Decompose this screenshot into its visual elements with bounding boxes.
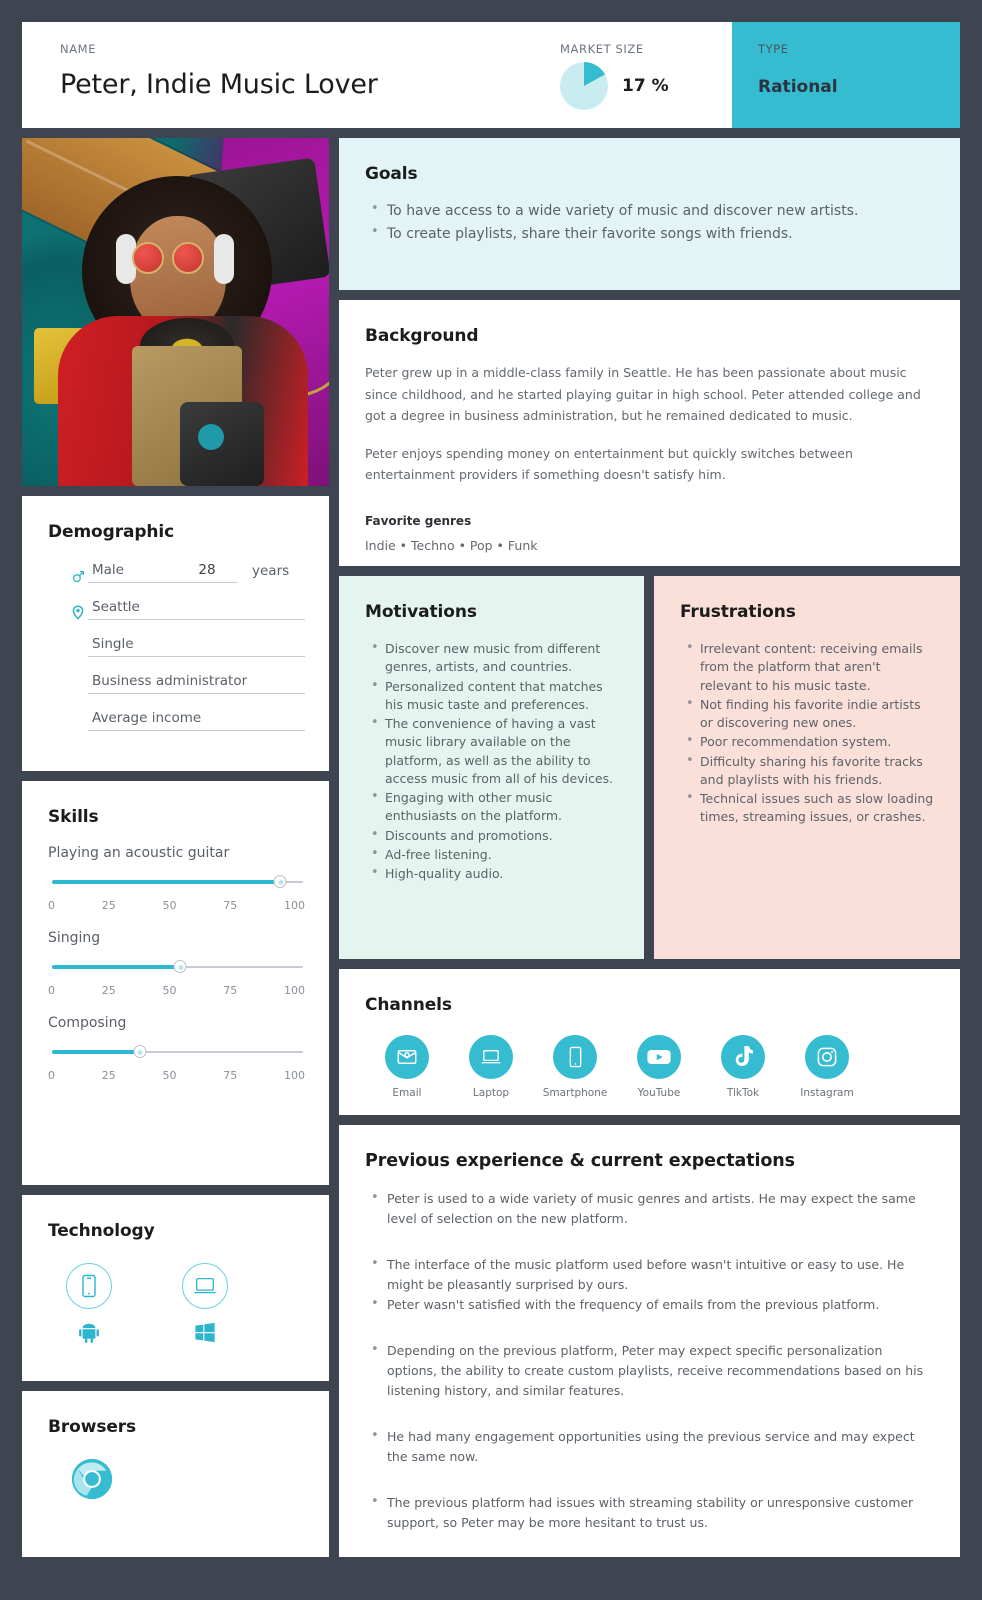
left-column <box>22 138 329 1557</box>
occupation-field[interactable]: Business administrator <box>88 673 305 694</box>
slider-tick-label: 0 <box>48 1069 55 1082</box>
age-field[interactable]: 28 <box>176 562 238 583</box>
slider-tick-label: 50 <box>162 1069 177 1082</box>
previous-experience-list <box>365 1189 936 1533</box>
slider-tick-label: 25 <box>101 984 116 997</box>
favorite-genres-list: Indie • Techno • Pop • Funk <box>365 537 538 553</box>
demographic-fields <box>48 562 305 731</box>
right-column <box>339 138 960 1557</box>
channel-item[interactable] <box>631 1035 687 1099</box>
photo-camera <box>180 402 264 486</box>
demographic-card <box>22 496 329 771</box>
market-size-value-row <box>560 62 732 110</box>
persona-photo <box>22 138 329 486</box>
slider-tick-label: 25 <box>101 899 116 912</box>
frustrations-title: Frustrations <box>680 602 796 622</box>
background-title: Background <box>365 326 479 346</box>
marital-status-field[interactable]: Single <box>88 636 305 657</box>
skill-label: Playing an acoustic guitar <box>48 845 230 861</box>
demographic-title: Demographic <box>48 522 175 542</box>
age-unit-label: years <box>252 563 290 579</box>
list-item: • Personalized content that matches his music taste and preferences. <box>365 678 620 715</box>
market-size-label: MARKET SIZE <box>560 42 644 56</box>
instagram-icon <box>805 1035 849 1079</box>
persona-body <box>22 138 960 1557</box>
tiktok-icon <box>721 1035 765 1079</box>
favorite-genres-title: Favorite genres <box>365 513 472 528</box>
background-paragraph: Peter grew up in a middle-class family in Seattle. He has been passionate about music since childhood, and he started playing guitar in high school. Peter attended college and got a degree in business administration, but he remained dedicated to music. <box>365 365 921 423</box>
skills-list <box>48 845 305 1082</box>
list-item: • Ad-free listening. <box>365 846 620 864</box>
laptop-icon <box>469 1035 513 1079</box>
skill-item <box>48 1015 305 1082</box>
technology-items <box>48 1263 305 1347</box>
slider-fill <box>52 880 280 884</box>
persona-name: Peter, Indie Music Lover <box>60 69 378 100</box>
browsers-items <box>48 1457 305 1505</box>
skill-label: Singing <box>48 930 101 946</box>
slider-tick-label: 100 <box>284 899 305 912</box>
windows-icon <box>194 1321 216 1347</box>
slider-handle[interactable] <box>133 1045 146 1058</box>
smartphone-icon <box>553 1035 597 1079</box>
skill-label: Composing <box>48 1015 127 1031</box>
technology-card <box>22 1195 329 1381</box>
browsers-card <box>22 1391 329 1557</box>
channel-label: Laptop <box>472 1087 510 1099</box>
list-item: • Peter wasn't satisfied with the frequency of emails from the previous platform. <box>365 1295 936 1315</box>
name-label: NAME <box>60 42 97 56</box>
background-paragraphs <box>365 362 936 486</box>
gender-field[interactable]: Male <box>88 562 176 583</box>
skill-item <box>48 930 305 997</box>
channel-item[interactable] <box>379 1035 435 1099</box>
slider-tick-label: 0 <box>48 899 55 912</box>
channel-item[interactable] <box>799 1035 855 1099</box>
list-item: • Depending on the previous platform, Peter may expect specific personalization options, the ability to create custom playlists, receive recommendations based on his listening history, and similar features. <box>365 1341 936 1401</box>
slider-fill <box>52 965 180 969</box>
skills-card <box>22 781 329 1185</box>
slider-tick-label: 25 <box>101 1069 116 1082</box>
list-item: • Poor recommendation system. <box>680 733 936 751</box>
technology-item-laptop <box>182 1263 228 1347</box>
frustrations-list <box>680 640 936 827</box>
previous-experience-title: Previous experience & current expectations <box>365 1151 795 1171</box>
city-field[interactable]: Seattle <box>88 599 305 620</box>
skill-slider[interactable] <box>52 1045 303 1059</box>
photo-face <box>130 216 226 332</box>
photo-sunglass-right <box>172 242 204 274</box>
channels-card <box>339 969 960 1115</box>
motivations-frustrations-row <box>339 576 960 959</box>
list-item: • High-quality audio. <box>365 865 620 883</box>
list-item: • Discounts and promotions. <box>365 827 620 845</box>
list-item: • The previous platform had issues with streaming stability or unresponsive customer support, so Peter may be more hesitant to trust us. <box>365 1493 936 1533</box>
goals-title: Goals <box>365 164 418 184</box>
skill-slider[interactable] <box>52 875 303 889</box>
technology-title: Technology <box>48 1221 155 1241</box>
slider-ticks <box>48 899 305 912</box>
header-type-block <box>732 22 960 128</box>
slider-tick-label: 50 <box>162 984 177 997</box>
slider-tick-label: 75 <box>223 1069 238 1082</box>
channel-label: Instagram <box>800 1087 854 1099</box>
income-field[interactable]: Average income <box>88 710 305 731</box>
background-paragraph: Peter enjoys spending money on entertainment but quickly switches between entertainment providers if something doesn't satisfy him. <box>365 445 853 482</box>
list-item: • Engaging with other music enthusiasts on the platform. <box>365 789 620 826</box>
slider-tick-label: 100 <box>284 984 305 997</box>
chrome-icon <box>70 1457 305 1505</box>
male-icon <box>68 570 88 583</box>
goals-card <box>339 138 960 290</box>
android-icon <box>78 1321 100 1347</box>
persona-header <box>22 22 960 128</box>
slider-tick-label: 75 <box>223 899 238 912</box>
channel-item[interactable] <box>463 1035 519 1099</box>
list-item: • Not finding his favorite indie artists or discovering new ones. <box>680 696 936 733</box>
motivations-title: Motivations <box>365 602 477 622</box>
slider-tick-label: 75 <box>223 984 238 997</box>
demographic-row-location <box>68 599 305 620</box>
list-item: • Difficulty sharing his favorite tracks and playlists with his friends. <box>680 753 936 790</box>
laptop-icon <box>182 1263 228 1309</box>
browsers-title: Browsers <box>48 1417 137 1437</box>
market-size-percent: 17 % <box>622 76 669 96</box>
motivations-card <box>339 576 644 959</box>
channel-label: Smartphone <box>542 1087 608 1099</box>
previous-experience-card <box>339 1125 960 1557</box>
type-value: Rational <box>758 77 838 97</box>
list-item: • Discover new music from different genres, artists, and countries. <box>365 640 620 677</box>
slider-fill <box>52 1050 140 1054</box>
slider-tick-label: 100 <box>284 1069 305 1082</box>
frustrations-card <box>654 576 960 959</box>
channel-label: YouTube <box>637 1087 681 1099</box>
technology-item-smartphone <box>66 1263 112 1347</box>
motivations-list <box>365 640 620 883</box>
list-item: • He had many engagement opportunities using the previous service and may expect the same now. <box>365 1427 936 1467</box>
channel-label: TikTok <box>726 1087 760 1099</box>
list-item: • Irrelevant content: receiving emails from the platform that aren't relevant to his music taste. <box>680 640 936 695</box>
list-item: • To have access to a wide variety of music and discover new artists. <box>365 200 936 222</box>
skill-item <box>48 845 305 912</box>
smartphone-icon <box>66 1263 112 1309</box>
list-item: • To create playlists, share their favorite songs with friends. <box>365 223 936 245</box>
demographic-row-gender-age <box>68 562 305 583</box>
channels-title: Channels <box>365 995 452 1015</box>
location-pin-icon <box>68 605 88 620</box>
youtube-icon <box>637 1035 681 1079</box>
slider-handle[interactable] <box>274 875 287 888</box>
header-market-block <box>560 22 732 128</box>
header-name-block <box>22 22 560 128</box>
list-item: • Peter is used to a wide variety of music genres and artists. He may expect the same level of selection on the new platform. <box>365 1189 936 1229</box>
photo-sunglass-left <box>132 242 164 274</box>
photo-headphone-right <box>214 234 234 284</box>
type-label: TYPE <box>758 42 789 56</box>
demographic-row-income <box>68 710 305 731</box>
channel-item[interactable] <box>542 1035 608 1099</box>
demographic-row-status <box>68 636 305 657</box>
list-item: • Technical issues such as slow loading times, streaming issues, or crashes. <box>680 790 936 827</box>
channels-row <box>365 1035 936 1099</box>
background-card <box>339 300 960 566</box>
channel-item[interactable] <box>715 1035 771 1099</box>
slider-handle[interactable] <box>174 960 187 973</box>
email-icon <box>385 1035 429 1079</box>
channel-label: Email <box>392 1087 422 1099</box>
skill-slider[interactable] <box>52 960 303 974</box>
skills-title: Skills <box>48 807 99 827</box>
market-size-pie-chart <box>560 62 608 110</box>
demographic-row-occupation <box>68 673 305 694</box>
slider-tick-label: 0 <box>48 984 55 997</box>
slider-ticks <box>48 984 305 997</box>
goals-list <box>365 200 936 246</box>
slider-ticks <box>48 1069 305 1082</box>
slider-tick-label: 50 <box>162 899 177 912</box>
list-item: • The interface of the music platform used before wasn't intuitive or easy to use. He might be pleasantly surprised by ours. <box>365 1255 936 1295</box>
list-item: • The convenience of having a vast music library available on the platform, as well as the ability to access music from all of his devices. <box>365 715 620 788</box>
